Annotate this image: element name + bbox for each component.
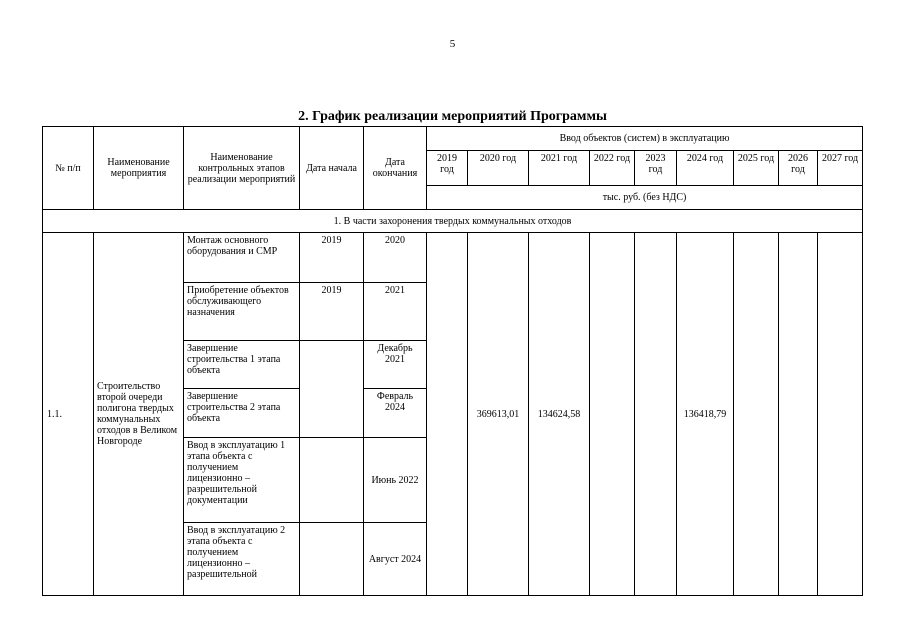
header-year: 2027 год xyxy=(818,151,863,186)
stage-start xyxy=(300,523,364,596)
header-start-date: Дата начала xyxy=(300,127,364,210)
header-year: 2026 год xyxy=(779,151,818,186)
stage-start xyxy=(300,438,364,523)
amount-cell: 136418,79 xyxy=(677,233,734,596)
amount-cell xyxy=(779,233,818,596)
amount-cell xyxy=(590,233,635,596)
header-year: 2022 год xyxy=(590,151,635,186)
event-name: Строительство второй очереди полигона твердых коммунальных отходов в Великом Новгороде xyxy=(94,233,184,596)
stage-start: 2019 xyxy=(300,283,364,341)
header-end-date: Дата окончания xyxy=(364,127,427,210)
header-year: 2024 год xyxy=(677,151,734,186)
amount-cell xyxy=(818,233,863,596)
row-number: 1.1. xyxy=(43,233,94,596)
amount-cell xyxy=(635,233,677,596)
stage-name: Приобретение объектов обслуживающего назначения xyxy=(184,283,300,341)
amount-cell: 369613,01 xyxy=(468,233,529,596)
schedule-table xyxy=(42,126,863,596)
amount-cell: 134624,58 xyxy=(529,233,590,596)
document-title: 2. График реализации мероприятий Программы xyxy=(298,109,607,124)
stage-name: Завершение строительства 2 этапа объекта xyxy=(184,389,300,438)
header-event: Наименование мероприятия xyxy=(94,127,184,210)
header-year: 2020 год xyxy=(468,151,529,186)
header-num: № п/п xyxy=(43,127,94,210)
header-stages: Наименование контрольных этапов реализации мероприятий xyxy=(184,127,300,210)
amount-cell xyxy=(734,233,779,596)
stage-name: Ввод в эксплуатацию 2 этапа объекта с получением лицензионно – разрешительной xyxy=(184,523,300,596)
stage-end: 2020 xyxy=(364,233,427,283)
header-year: 2023 год xyxy=(635,151,677,186)
header-commissioning-group: Ввод объектов (систем) в эксплуатацию xyxy=(427,127,863,151)
stage-name: Ввод в эксплуатацию 1 этапа объекта с получением лицензионно – разрешительной документации xyxy=(184,438,300,523)
stage-end: Июнь 2022 xyxy=(364,438,427,523)
header-year: 2019 год xyxy=(427,151,468,186)
stage-end: Август 2024 xyxy=(364,523,427,596)
stage-start xyxy=(300,341,364,438)
stage-name: Монтаж основного оборудования и СМР xyxy=(184,233,300,283)
header-year: 2025 год xyxy=(734,151,779,186)
stage-end: 2021 xyxy=(364,283,427,341)
stage-end: Декабрь 2021 xyxy=(364,341,427,389)
stage-end: Февраль 2024 xyxy=(364,389,427,438)
header-year: 2021 год xyxy=(529,151,590,186)
page-number: 5 xyxy=(449,38,456,50)
stage-start: 2019 xyxy=(300,233,364,283)
amount-cell xyxy=(427,233,468,596)
header-units: тыс. руб. (без НДС) xyxy=(427,186,863,210)
section-title: 1. В части захоронения твердых коммунальных отходов xyxy=(43,210,863,233)
stage-name: Завершение строительства 1 этапа объекта xyxy=(184,341,300,389)
